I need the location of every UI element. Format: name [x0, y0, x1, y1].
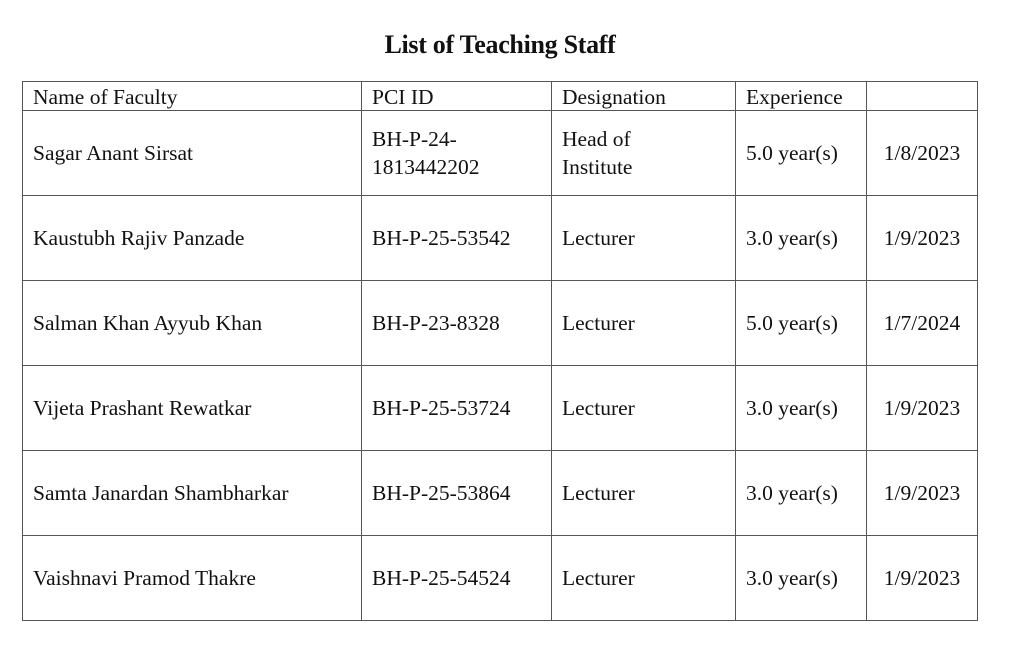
cell-name: Kaustubh Rajiv Panzade: [23, 196, 362, 281]
table-row: [23, 536, 978, 621]
table-row: [23, 281, 978, 366]
cell-name: Samta Janardan Shambharkar: [23, 451, 362, 536]
header-designation: Designation: [552, 82, 736, 111]
cell-pci-id: BH-P-25-54524: [362, 536, 552, 621]
cell-pci-id: BH-P-25-53724: [362, 366, 552, 451]
cell-pci-id: BH-P-25-53864: [362, 451, 552, 536]
cell-date: 1/9/2023: [867, 451, 978, 536]
cell-designation: Lecturer: [552, 281, 736, 366]
cell-designation: Lecturer: [552, 536, 736, 621]
table-row: [23, 111, 978, 196]
cell-experience: 5.0 year(s): [736, 111, 867, 196]
cell-pci-id: [362, 111, 552, 196]
cell-date: 1/8/2023: [867, 111, 978, 196]
cell-name: Sagar Anant Sirsat: [23, 111, 362, 196]
page-title: List of Teaching Staff: [384, 30, 616, 59]
cell-experience: 3.0 year(s): [736, 536, 867, 621]
cell-experience: 3.0 year(s): [736, 196, 867, 281]
pci-id-line: 1813442202: [372, 155, 480, 179]
header-date: [867, 82, 978, 111]
cell-designation: Lecturer: [552, 196, 736, 281]
header-pci-id: PCI ID: [362, 82, 552, 111]
cell-pci-id: BH-P-23-8328: [362, 281, 552, 366]
cell-experience: 3.0 year(s): [736, 451, 867, 536]
teaching-staff-table: [22, 81, 978, 621]
cell-designation: Lecturer: [552, 451, 736, 536]
cell-name: Salman Khan Ayyub Khan: [23, 281, 362, 366]
table-row: [23, 196, 978, 281]
cell-name: Vaishnavi Pramod Thakre: [23, 536, 362, 621]
cell-date: 1/9/2023: [867, 366, 978, 451]
cell-designation: Lecturer: [552, 366, 736, 451]
pci-id-line: BH-P-24-: [372, 127, 457, 151]
designation-line: Institute: [562, 155, 633, 179]
designation-line: Head of: [562, 127, 631, 151]
cell-name: Vijeta Prashant Rewatkar: [23, 366, 362, 451]
cell-experience: 5.0 year(s): [736, 281, 867, 366]
cell-date: 1/9/2023: [867, 196, 978, 281]
table-row: [23, 451, 978, 536]
cell-pci-id: BH-P-25-53542: [362, 196, 552, 281]
table-header-row: [23, 82, 978, 111]
cell-designation: [552, 111, 736, 196]
cell-date: 1/7/2024: [867, 281, 978, 366]
table-row: [23, 366, 978, 451]
header-experience: Experience: [736, 82, 867, 111]
cell-date: 1/9/2023: [867, 536, 978, 621]
header-name: Name of Faculty: [23, 82, 362, 111]
cell-experience: 3.0 year(s): [736, 366, 867, 451]
